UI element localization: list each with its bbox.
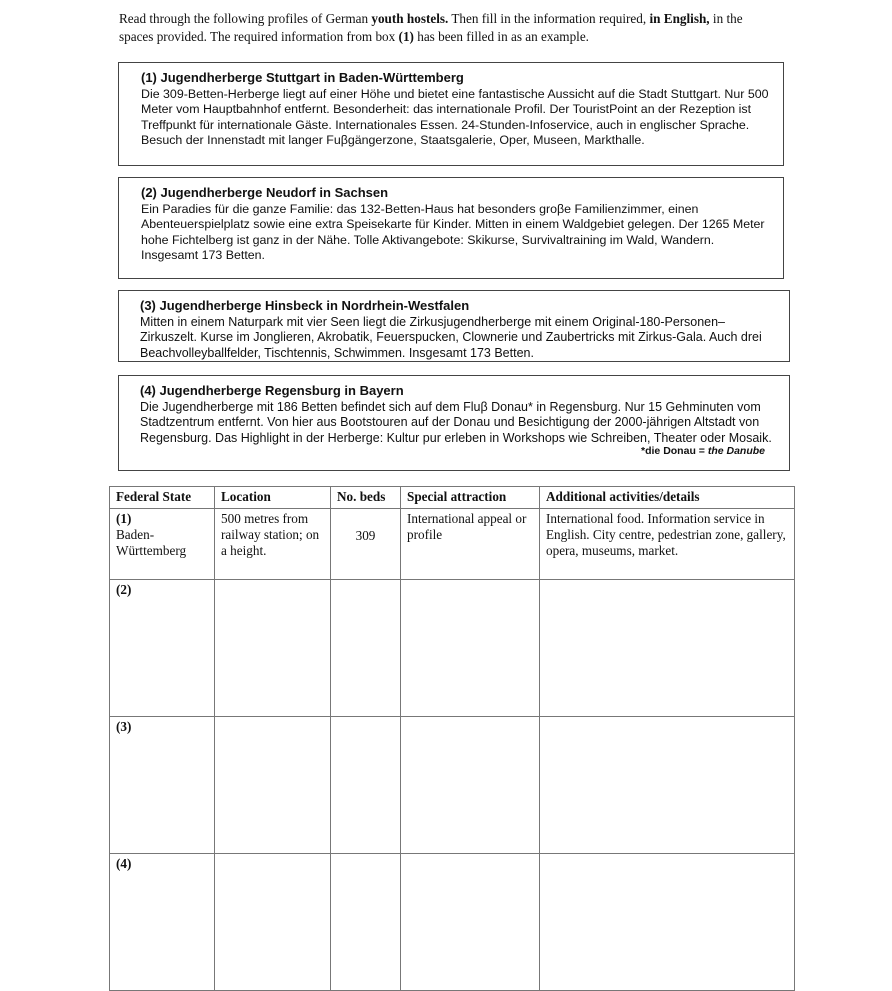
- location-cell[interactable]: [215, 580, 331, 717]
- header-federal-state: Federal State: [110, 487, 215, 509]
- profile-box-regensburg: [118, 375, 790, 471]
- profile-title: (4) Jugendherberge Regensburg in Bayern: [140, 383, 404, 398]
- hostel-info-table: [109, 486, 795, 991]
- attraction-cell[interactable]: [401, 580, 540, 717]
- profile-box-stuttgart: [118, 62, 784, 166]
- state-cell: [110, 509, 215, 580]
- details-cell[interactable]: [540, 854, 795, 991]
- header-additional-details: Additional activities/details: [540, 487, 795, 509]
- instructions-text-2: Then fill in the information required,: [448, 11, 650, 26]
- row-number: (2): [116, 582, 132, 597]
- beds-cell: 309: [331, 509, 401, 580]
- attraction-cell: International appeal or profile: [401, 509, 540, 580]
- profile-title: (3) Jugendherberge Hinsbeck in Nordrhein-Westfalen: [140, 298, 470, 313]
- header-special-attraction: Special attraction: [401, 487, 540, 509]
- header-location: Location: [215, 487, 331, 509]
- instructions-paragraph: [119, 10, 779, 46]
- profile-box-hinsbeck: [118, 290, 790, 362]
- beds-cell[interactable]: [331, 580, 401, 717]
- table-header-row: [110, 487, 795, 509]
- profile-title: (1) Jugendherberge Stuttgart in Baden-Württemberg: [141, 70, 464, 85]
- instructions-bold-2: in English,: [649, 11, 710, 26]
- header-no-beds: No. beds: [331, 487, 401, 509]
- profile-title: (2) Jugendherberge Neudorf in Sachsen: [141, 185, 389, 200]
- instructions-text-4: has been filled in as an example.: [413, 29, 589, 44]
- footnote: [641, 444, 765, 460]
- profile-box-neudorf: [118, 177, 784, 279]
- location-cell[interactable]: [215, 717, 331, 854]
- instructions-text-1: Read through the following profiles of German: [119, 11, 372, 26]
- table-row: [110, 509, 795, 580]
- table-row: [110, 717, 795, 854]
- details-cell[interactable]: [540, 580, 795, 717]
- beds-cell[interactable]: [331, 854, 401, 991]
- state-value: Baden-Württemberg: [116, 527, 187, 558]
- table-row: [110, 580, 795, 717]
- state-cell[interactable]: [110, 580, 215, 717]
- location-cell[interactable]: [215, 854, 331, 991]
- row-number: (1): [116, 511, 132, 526]
- attraction-cell[interactable]: [401, 854, 540, 991]
- instructions-text-3: in the spaces provided. The required information from box: [119, 11, 743, 44]
- beds-cell[interactable]: [331, 717, 401, 854]
- state-cell[interactable]: [110, 854, 215, 991]
- state-cell[interactable]: [110, 717, 215, 854]
- profile-text: Mitten in einem Naturpark mit vier Seen liegt die Zirkusjugendherberge mit einem Original-180-Personen–Zirkuszelt. Kurse im Jonglieren, Akrobatik, Feuerspucken, Clownerie und Zaubertricks mit Zirkus-Gala. Auch drei Beachvolleyballfelder, Tischtennis, Schwimmen. Insgesamt 173 Betten.: [140, 314, 762, 360]
- row-number: (3): [116, 719, 132, 734]
- details-cell: International food. Information service in English. City centre, pedestrian zone, gallery, opera, museums, market.: [540, 509, 795, 580]
- footnote-german: *die Donau =: [641, 445, 708, 458]
- instructions-bold-1: youth hostels.: [371, 11, 449, 26]
- instructions-bold-3: (1): [398, 29, 414, 44]
- profile-text: Die Jugendherberge mit 186 Betten befindet sich auf dem Fluβ Donau* in Regensburg. Nur 15 Gehminuten vom Stadtzentrum entfernt. Von hier aus Bootstouren auf der Donau und Besichtigung der 2000-jährigen Altstadt von Regensburg. Das Highlight in der Herberge: Kultur pur erleben in Workshops wie Schreiben, Theater oder Mosaik.: [140, 399, 772, 445]
- location-cell: 500 metres from railway station; on a height.: [215, 509, 331, 580]
- table-row: [110, 854, 795, 991]
- profile-text: Die 309-Betten-Herberge liegt auf einer Höhe und bietet eine fantastische Aussicht auf die Stadt Stuttgart. Nur 500 Meter vom Hauptbahnhof entfernt. Besonderheit: das internationale Profil. Der TouristPoint an der Rezeption ist Treffpunkt für internationale Gäste. Internationales Essen. 24-Stunden-Infoservice, auch in englischer Sprache. Besuch der Innenstadt mit langer Fuβgängerzone, Staatsgalerie, Oper, Museen, Markthalle.: [141, 86, 769, 148]
- attraction-cell[interactable]: [401, 717, 540, 854]
- profile-text: Ein Paradies für die ganze Familie: das 132-Betten-Haus hat besonders groβe Familienzimmer, einen Abenteuerspielplatz sowie eine extra Speisekarte für Kinder. Mitten in einem Waldgebiet gelegen. Der 1265 Meter hohe Fichtelberg ist ganz in der Nähe. Tolle Aktivangebote: Skikurse, Survivaltraining im Wald, Wandern. Insgesamt 173 Betten.: [141, 201, 765, 263]
- row-number: (4): [116, 856, 132, 871]
- details-cell[interactable]: [540, 717, 795, 854]
- footnote-english: the Danube: [707, 445, 765, 458]
